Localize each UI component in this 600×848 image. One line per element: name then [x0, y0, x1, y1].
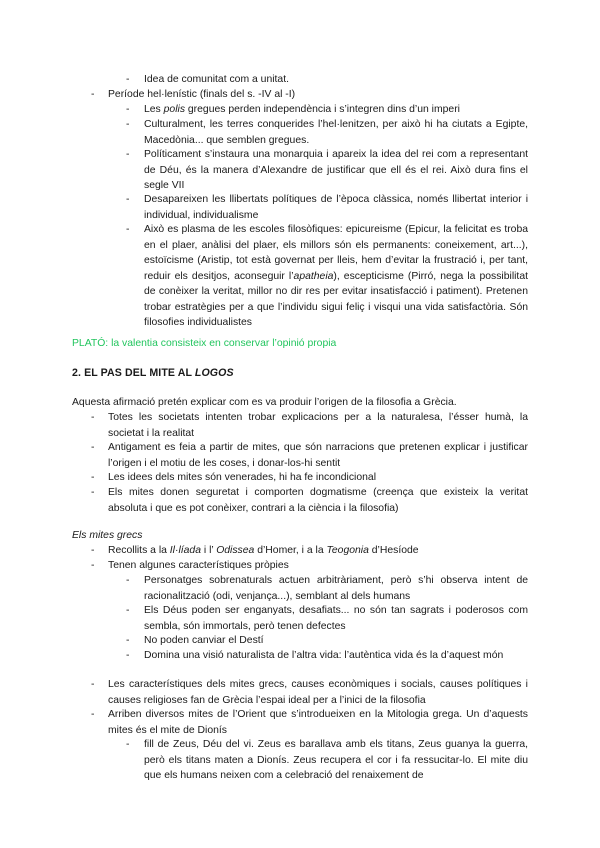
list-item: Recollits a la Il·líada i l’ Odissea d’Homer, i a la Teogonia d’Hesíode — [108, 545, 419, 556]
bullet-dash: - — [126, 74, 130, 85]
list-item: Idea de comunitat com a unitat. — [144, 74, 289, 85]
paragraph: Aquesta afirmació pretén explicar com es va produir l’origen de la filosofia a Grècia. — [72, 397, 457, 408]
list-item: Els Déus poden ser enganyats, desafiats... no són tan sagrats i poderosos com sembla, són immortals, però tenen defectes — [144, 605, 528, 632]
list-item: Tenen algunes característiques pròpies — [108, 560, 289, 571]
bullet-dash: - — [126, 104, 130, 115]
bullet-dash: - — [91, 412, 95, 423]
section-heading: 2. EL PAS DEL MITE AL LOGOS — [72, 367, 234, 379]
bullet-dash: - — [126, 635, 130, 646]
list-item: Personatges sobrenaturals actuen arbitràriament, però s’hi observa intent de racionalització (odi, venjança...), semblant al dels humans — [144, 575, 528, 602]
bullet-dash: - — [126, 575, 130, 586]
list-item: Això es plasma de les escoles filosòfiques: epicureisme (Epicur, la felicitat es troba en el plaer, anàlisi del plaer, els millors són els permanents: coneixement, art...), estoïcisme (Aristip, tot està governat per lleis, hem d’evitar la frustració i, per tant, reduir els desitjos, aconseguir l’apatheia), escepticisme (Pirró, nega la possibilitat de conèixer la veritat, millor no dir res per evitar insatisfacció i patiment). Pretenen trobar estratègies per a que l’individu sigui feliç i visqui una vida satisfactòria. Són filosofies individualistes — [144, 224, 528, 328]
list-item: Les idees dels mites són venerades, hi ha fe incondicional — [108, 472, 377, 483]
list-item: No poden canviar el Destí — [144, 635, 264, 646]
plato-note: PLATÓ: la valentia consisteix en conservar l’opinió propia — [72, 338, 337, 349]
bullet-dash: - — [91, 487, 95, 498]
bullet-dash: - — [91, 560, 95, 571]
list-item: Desapareixen les llibertats polítiques de l’època clàssica, només llibertat interior i individual, individualisme — [144, 194, 528, 221]
bullet-dash: - — [91, 679, 95, 690]
bullet-dash: - — [126, 149, 130, 160]
bullet-dash: - — [91, 545, 95, 556]
list-item: Culturalment, les terres conquerides l’hel·lenitzen, per això hi ha ciutats a Egipte, Macedònia... que semblen gregues. — [144, 119, 528, 146]
list-item: Els mites donen seguretat i comporten dogmatisme (creença que existeix la veritat absoluta i que es pot conèixer, contrari a la ciència i la filosofia) — [108, 487, 528, 514]
list-item: Període hel·lenístic (finals del s. -IV al -I) — [108, 89, 296, 100]
list-item: Totes les societats intenten trobar explicacions per a la naturalesa, l’ésser humà, la societat i la realitat — [108, 412, 528, 439]
list-item: Les polis gregues perden independència i s’integren dins d’un imperi — [144, 104, 460, 115]
bullet-dash: - — [91, 89, 95, 100]
list-item: Domina una visió naturalista de l’altra vida: l’autèntica vida és la d’aquest món — [144, 650, 504, 661]
bullet-dash: - — [126, 194, 130, 205]
list-item: fill de Zeus, Déu del vi. Zeus es barallava amb els titans, Zeus guanya la guerra, però els titans maten a Dionís. Zeus recupera el cor i fa ressucitar-lo. El mite diu que els humans neixen com a celebració del renaixement de — [144, 739, 528, 781]
bullet-dash: - — [126, 739, 130, 750]
subsection-heading: Els mites grecs — [72, 530, 143, 541]
bullet-dash: - — [126, 605, 130, 616]
list-item: Antigament es feia a partir de mites, que són narracions que pretenen explicar i justificar l’origen i el motiu de les coses, i donar-los-hi sentit — [108, 442, 528, 469]
bullet-dash: - — [126, 650, 130, 661]
bullet-dash: - — [126, 224, 130, 235]
list-item: Arriben diversos mites de l’Orient que s’introdueixen en la Mitologia grega. Un d’aquests mites és el mite de Dionís — [108, 709, 528, 736]
list-item: Políticament s’instaura una monarquia i apareix la idea del rei com a representant de Déu, és la manera d’Alexandre de justificar que ell és el rei. Això dura fins el segle VII — [144, 149, 528, 191]
list-item: Les característiques dels mites grecs, causes econòmiques i socials, causes polítiques i causes religioses fan de Grècia l’espai ideal per a l’inici de la filosofia — [108, 679, 528, 706]
bullet-dash: - — [91, 472, 95, 483]
bullet-dash: - — [91, 442, 95, 453]
bullet-dash: - — [91, 709, 95, 720]
bullet-dash: - — [126, 119, 130, 130]
